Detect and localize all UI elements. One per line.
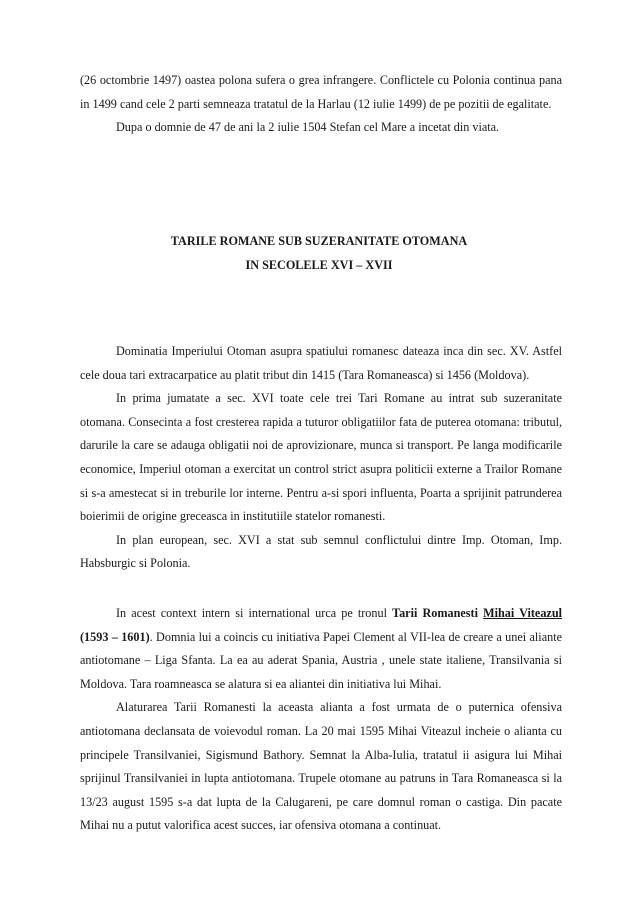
body-paragraph-2: In prima jumatate a sec. XVI toate cele trei Tari Romane au intrat sub suzeranitate otomana. Consecinta a fost cresterea rapida a tuturor obligatiilor fata de puterea otomana: tributul, darurile la care se adauga obligatii noi de aprovizionare, munca si transport. Pe langa modificarile economice, Imperiul otoman a exercitat un control strict asupra politicii externe a Trailor Romane si s-a amestecat si in treburile lor interne. Pentru a-si spori influenta, Poarta a sprijinit patrunderea boierimii de origine greceasca in institutiile statelor romanesti. xyxy=(80,391,562,524)
body-paragraph-1: Dominatia Imperiului Otoman asupra spatiului romanesc dateaza inca din sec. XV. Astfel cele doua tari extracarpatice au platit tribut din 1415 (Tara Romaneasca) si 1456 (Moldova). xyxy=(80,344,562,382)
section-title-line-1: TARILE ROMANE SUB SUZERANITATE OTOMANA xyxy=(170,234,468,248)
body-paragraph-4 xyxy=(80,602,562,696)
body-paragraph-3: In plan european, sec. XVI a stat sub semnul conflictului dintre Imp. Otoman, Imp. Habsburgic si Polonia. xyxy=(80,532,562,571)
paragraph-4-text-a: In acest context intern si international urca pe tronul xyxy=(116,606,393,620)
mihai-viteazul-bold-underlined: Mihai Viteazul xyxy=(483,606,562,620)
intro-paragraph-1: (26 octombrie 1497) oastea polona sufera o grea infrangere. Conflictele cu Polonia continua pana in 1499 cand cele 2 parti semneaza tratatul de la Harlau (12 iulie 1499) de pe pozitii de egalitate. xyxy=(80,73,562,111)
tara-romaneasca-bold: Tarii Romanesti xyxy=(392,606,478,620)
paragraph-4-text-e: . Domnia lui a coincis cu initiativa Papei Clement al VII-lea de creare a unei aliante antiotomane – Liga Sfanta. La ea au aderat Spania, Austria , unele state italiene, Transilvania si Moldova. Tara roamneasca se alatura si ea aliantei din initiativa lui Mihai. xyxy=(80,629,562,691)
section-title-line-2: IN SECOLELE XVI – XVII xyxy=(245,258,393,272)
reign-years-bold: (1593 – 1601) xyxy=(80,629,150,644)
body-section-1 xyxy=(80,340,562,576)
body-paragraph-5: Alaturarea Tarii Romanesti la aceasta alianta a fost urmata de o puternica ofensiva antiotomana declansata de voievodul roman. La 20 mai 1595 Mihai Viteazul incheie o alianta cu principele Transilvaniei, Sigismund Bathory. Semnat la Alba-Iulia, tratatul ii asigura lui Mihai sprijinul Transilvaniei in lupta antiotomana. Trupele otomane au patruns in Tara Romaneasca si la 13/23 august 1595 s-a dat lupta de la Calugareni, pe care domnul roman o castiga. Din pacate Mihai nu a putut valorifica acest succes, iar ofensiva otomana a continuat. xyxy=(80,700,562,833)
intro-paragraph-2: Dupa o domnie de 47 de ani la 2 iulie 1504 Stefan cel Mare a incetat din viata. xyxy=(116,120,500,135)
body-section-2 xyxy=(80,602,562,838)
intro-section xyxy=(80,69,562,140)
